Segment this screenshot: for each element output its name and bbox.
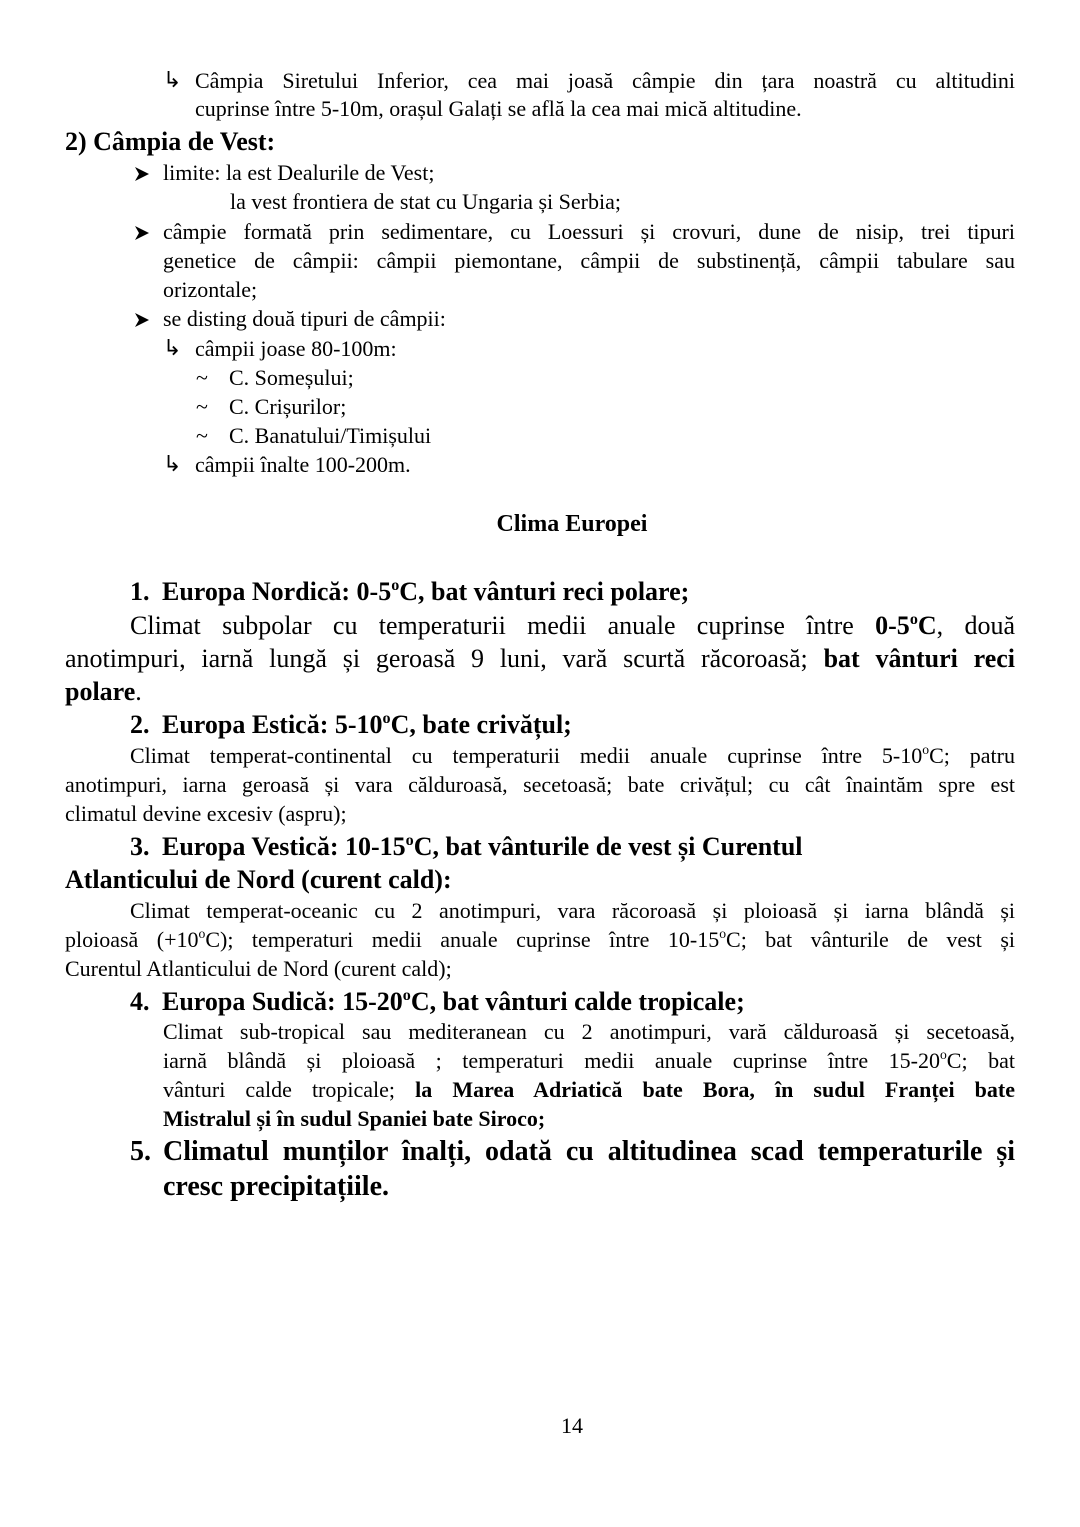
heading-text: Europa Vestică: 10-15 — [162, 832, 406, 861]
bold-text: polare — [65, 677, 136, 706]
nordica-line-2 — [65, 644, 1015, 674]
text-span: anotimpuri, iarnă lungă și geroasă 9 luni, vară scurtă răcoroasă; — [65, 644, 808, 673]
section-heading-europa-nordica — [130, 577, 689, 607]
section-number: 1. — [130, 577, 150, 606]
formata-line-3: orizontale; — [163, 277, 258, 302]
section-heading-climatul-muntilor: Climatul munților înalți, odată cu altitudinea scad temperaturile și — [163, 1136, 1015, 1167]
heading-text-rest: C, bat vânturile de vest și Curentul — [413, 832, 803, 861]
section-number: 4. — [130, 987, 150, 1016]
formata-line-1: câmpie formată prin sedimentare, cu Loessuri și crovuri, dune de nisip, trei tipuri — [163, 219, 1015, 244]
degree-sign: o — [909, 610, 918, 628]
list-item: C. Someșului; — [229, 365, 354, 390]
heading-text-rest: C, bat vânturi calde tropicale; — [410, 987, 745, 1016]
text-span: C — [917, 611, 937, 640]
estica-line-1 — [130, 743, 1015, 768]
degree-sign: o — [391, 576, 400, 594]
hooked-arrow-icon: ↳ — [163, 336, 182, 361]
heading-text-rest: C, bat vânturi reci polare; — [399, 577, 690, 606]
degree-sign: o — [719, 926, 727, 941]
siret-line-2: cuprinse între 5-10m, orașul Galați se află la cea mai mică altitudine. — [195, 96, 802, 121]
limite-line-2: la vest frontiera de stat cu Ungaria și Serbia; — [230, 189, 621, 214]
bold-text: bat vânturi reci — [823, 644, 1015, 673]
heading-text: Europa Estică: 5-10 — [162, 710, 383, 739]
text-span: ploioasă (+10 — [65, 927, 199, 952]
list-item: C. Crișurilor; — [229, 394, 347, 419]
section-heading-europa-sudica — [130, 987, 745, 1017]
sudica-line-4: Mistralul și în sudul Spaniei bate Siroco; — [163, 1106, 546, 1131]
vestica-line-2 — [65, 927, 1015, 952]
formata-line-2: genetice de câmpii: câmpii piemontane, câmpii de substinență, câmpii tabulare sau — [163, 248, 1015, 273]
nordica-line-3 — [65, 677, 142, 707]
arrowhead-bullet-icon — [134, 225, 150, 241]
degree-sign: o — [402, 986, 411, 1004]
text-span: C; bat vânturile de vest și — [726, 927, 1015, 952]
text-span: vânturi calde tropicale; — [163, 1077, 396, 1102]
text-span: 0-5 — [875, 611, 910, 640]
section-number: 5. — [130, 1136, 151, 1167]
text-span: . — [135, 677, 142, 706]
bold-text — [875, 611, 937, 640]
hooked-arrow-icon: ↳ — [163, 68, 182, 93]
nordica-line-1 — [130, 611, 1015, 641]
arrowhead-bullet-icon — [134, 166, 150, 182]
tilde-bullet: ~ — [196, 365, 208, 390]
section-heading-europa-vestica — [130, 832, 803, 862]
campii-inalte-label: câmpii înalte 100-200m. — [195, 452, 411, 477]
siret-line-1: Câmpia Siretului Inferior, cea mai joasă câmpie din țara noastră cu altitudini — [195, 68, 1015, 93]
section-heading-climatul-muntilor-cont: cresc precipitațiile. — [163, 1171, 389, 1202]
degree-sign: o — [922, 742, 930, 757]
sudica-line-1: Climat sub-tropical sau mediteranean cu 2 anotimpuri, vară călduroasă și secetoasă, — [163, 1019, 1015, 1044]
section-heading-campia-de-vest: 2) Câmpia de Vest: — [65, 127, 276, 156]
heading-text: Europa Nordică: 0-5 — [162, 577, 392, 606]
section-heading-europa-vestica-cont: Atlanticului de Nord (curent cald): — [65, 865, 452, 894]
heading-text: Europa Sudică: 15-20 — [162, 987, 403, 1016]
section-number: 2. — [130, 710, 150, 739]
list-item: C. Banatului/Timișului — [229, 423, 432, 448]
vestica-line-3: Curentul Atlanticului de Nord (curent cald); — [65, 956, 452, 981]
degree-sign: o — [939, 1047, 947, 1062]
section-number: 3. — [130, 832, 150, 861]
page-number: 14 — [561, 1413, 583, 1438]
hooked-arrow-icon: ↳ — [163, 452, 182, 477]
campii-joase-label: câmpii joase 80-100m: — [195, 336, 397, 361]
heading-text-rest: C, bate crivățul; — [390, 710, 572, 739]
limite-line-1: limite: la est Dealurile de Vest; — [163, 160, 435, 185]
page-title: Clima Europei — [496, 511, 648, 537]
bold-text: la Marea Adriatică bate Bora, în sudul Franței bate — [415, 1077, 1015, 1102]
text-span: C; bat — [946, 1048, 1015, 1073]
text-span: C); temperaturi medii anuale cuprinse între 10-15 — [205, 927, 720, 952]
estica-line-2: anotimpuri, iarna geroasă și vara călduroasă, secetoasă; bate crivățul; cu cât înaintăm spre est — [65, 772, 1015, 797]
text-span: C; patru — [929, 743, 1015, 768]
arrowhead-bullet-icon — [134, 312, 150, 328]
degree-sign: o — [198, 926, 206, 941]
tilde-bullet: ~ — [196, 423, 208, 448]
vestica-line-1: Climat temperat-oceanic cu 2 anotimpuri, vara răcoroasă și ploioasă și iarna blândă și — [130, 898, 1015, 923]
tipuri-line: se disting două tipuri de câmpii: — [163, 306, 446, 331]
sudica-line-3 — [163, 1077, 1015, 1102]
tilde-bullet: ~ — [196, 394, 208, 419]
text-span: iarnă blândă și ploioasă ; temperaturi medii anuale cuprinse între 15-20 — [163, 1048, 940, 1073]
text-span: Climat temperat-continental cu temperaturii medii anuale cuprinse între 5-10 — [130, 743, 923, 768]
sudica-line-2 — [163, 1048, 1015, 1073]
degree-sign: o — [405, 831, 414, 849]
estica-line-3: climatul devine excesiv (aspru); — [65, 801, 347, 826]
text-span: Climat subpolar cu temperaturii medii anuale cuprinse între — [130, 611, 854, 640]
degree-sign: o — [382, 709, 391, 727]
text-span: , două — [936, 611, 1016, 640]
section-heading-europa-estica — [130, 710, 572, 740]
